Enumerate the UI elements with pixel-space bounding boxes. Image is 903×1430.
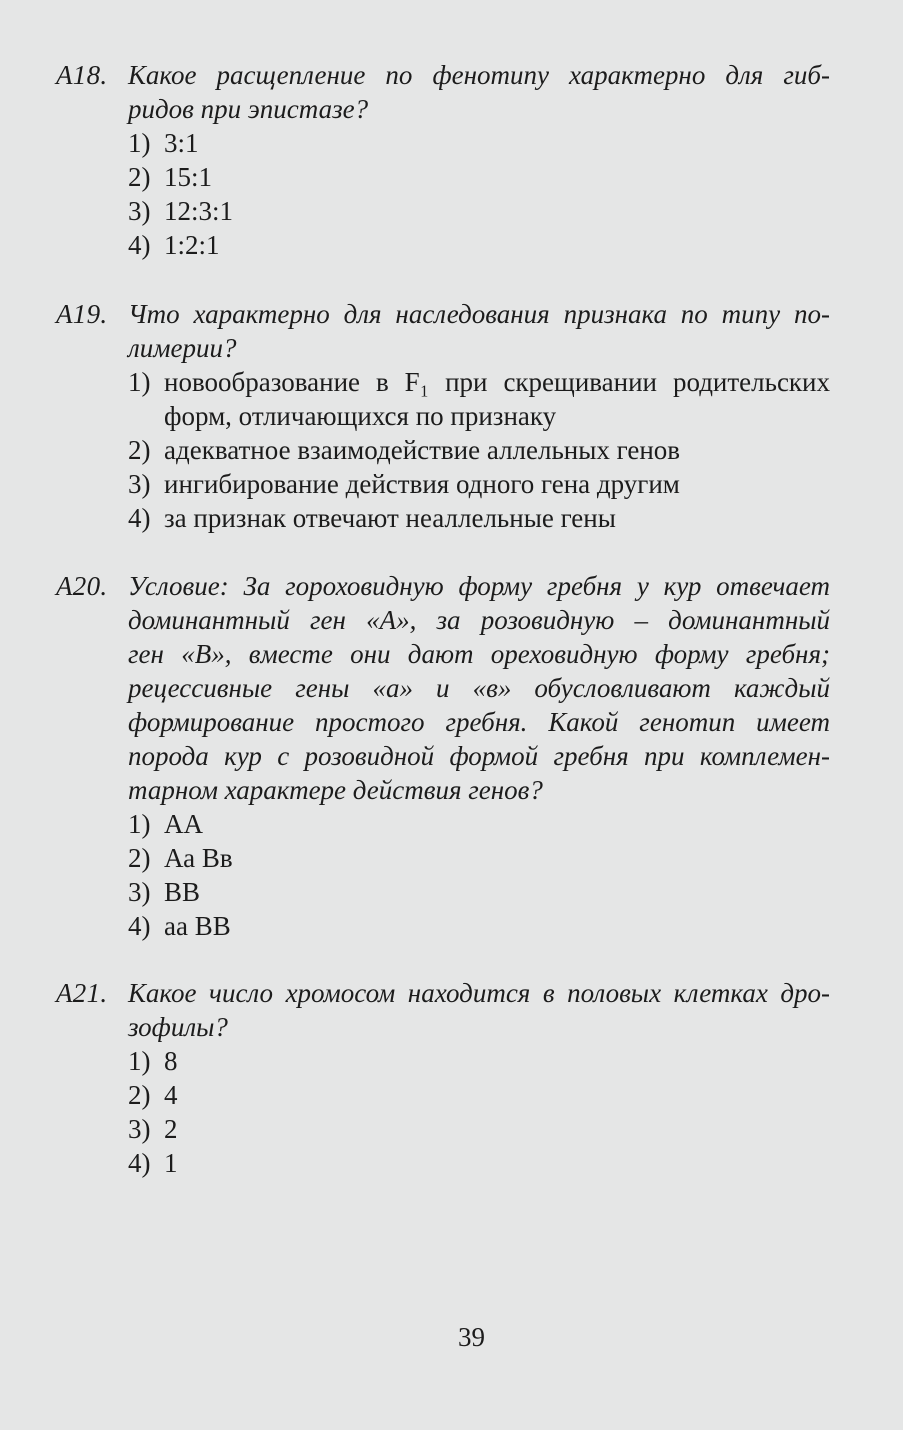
option-number: 3) <box>128 196 151 226</box>
option-text: 15:1 <box>164 162 213 192</box>
option-text: ингибирование действия одного гена другим <box>164 469 680 499</box>
answer-option <box>128 228 830 262</box>
option-number: 2) <box>128 843 151 873</box>
answer-option <box>128 875 830 909</box>
answer-options <box>128 807 830 943</box>
question-number: А19. <box>56 299 108 329</box>
option-number: 1) <box>128 1046 151 1076</box>
question-text-line: формирование простого гребня. Какой генотип имеет <box>128 707 830 737</box>
option-text: 4 <box>164 1080 178 1110</box>
answer-option <box>128 807 830 841</box>
option-text: новообразование в F₁ при скрещивании родительских <box>164 367 830 397</box>
question-text-line: доминантный ген «А», за розовидную – доминантный <box>128 605 830 635</box>
answer-option <box>128 365 830 433</box>
question-number: А20. <box>56 571 108 601</box>
option-number: 3) <box>128 877 151 907</box>
option-number: 1) <box>128 367 151 397</box>
option-number: 4) <box>128 230 151 260</box>
question-text-line: Условие: За гороховидную форму гребня у кур отвечает <box>128 571 830 601</box>
answer-options <box>128 365 830 535</box>
question-number: А21. <box>56 978 108 1008</box>
option-number: 4) <box>128 1148 151 1178</box>
answer-option <box>128 160 830 194</box>
answer-option <box>128 194 830 228</box>
option-number: 1) <box>128 128 151 158</box>
question-text <box>128 58 830 126</box>
answer-option <box>128 433 830 467</box>
question-text-line: лимерии? <box>128 333 237 363</box>
question-text-line: ген «В», вместе они дают ореховидную форму гребня; <box>128 639 830 669</box>
answer-option <box>128 1044 830 1078</box>
question-text <box>128 976 830 1044</box>
answer-option <box>128 501 830 535</box>
option-text: форм, отличающихся по признаку <box>164 401 557 431</box>
option-number: 2) <box>128 1080 151 1110</box>
option-text: 8 <box>164 1046 178 1076</box>
question-text <box>128 569 830 807</box>
option-number: 4) <box>128 503 151 533</box>
option-number: 4) <box>128 911 151 941</box>
question-text-line: ридов при эпистазе? <box>128 94 369 124</box>
answer-option <box>128 1146 830 1180</box>
option-text: аа ВВ <box>164 911 231 941</box>
option-text: ВВ <box>164 877 201 907</box>
option-text: 2 <box>164 1114 178 1144</box>
option-number: 3) <box>128 469 151 499</box>
option-text: адекватное взаимодействие аллельных генов <box>164 435 681 465</box>
option-number: 3) <box>128 1114 151 1144</box>
answer-options <box>128 1044 830 1180</box>
page-number: 39 <box>458 1322 485 1352</box>
question-text-line: Что характерно для наследования признака по типу по- <box>128 299 830 329</box>
option-number: 2) <box>128 435 151 465</box>
question-text <box>128 297 830 365</box>
option-text: Аа Вв <box>164 843 233 873</box>
option-text: 12:3:1 <box>164 196 234 226</box>
answer-option <box>128 126 830 160</box>
answer-option <box>128 841 830 875</box>
answer-option <box>128 1078 830 1112</box>
question-text-line: Какое число хромосом находится в половых клетках дро- <box>128 978 830 1008</box>
answer-options <box>128 126 830 262</box>
question-text-line: Какое расщепление по фенотипу характерно для гиб- <box>128 60 830 90</box>
answer-option <box>128 909 830 943</box>
question-text-line: рецессивные гены «а» и «в» обусловливают каждый <box>128 673 830 703</box>
option-number: 2) <box>128 162 151 192</box>
question-text-line: тарном характере действия генов? <box>128 775 543 805</box>
option-text: АА <box>164 809 203 839</box>
answer-option <box>128 467 830 501</box>
option-text: за признак отвечают неаллельные гены <box>164 503 616 533</box>
option-text: 1 <box>164 1148 178 1178</box>
answer-option <box>128 1112 830 1146</box>
question-text-line: порода кур с розовидной формой гребня при комплемен- <box>128 741 830 771</box>
option-number: 1) <box>128 809 151 839</box>
option-text: 3:1 <box>164 128 199 158</box>
option-text: 1:2:1 <box>164 230 220 260</box>
question-number: А18. <box>56 60 108 90</box>
question-text-line: зофилы? <box>128 1012 228 1042</box>
